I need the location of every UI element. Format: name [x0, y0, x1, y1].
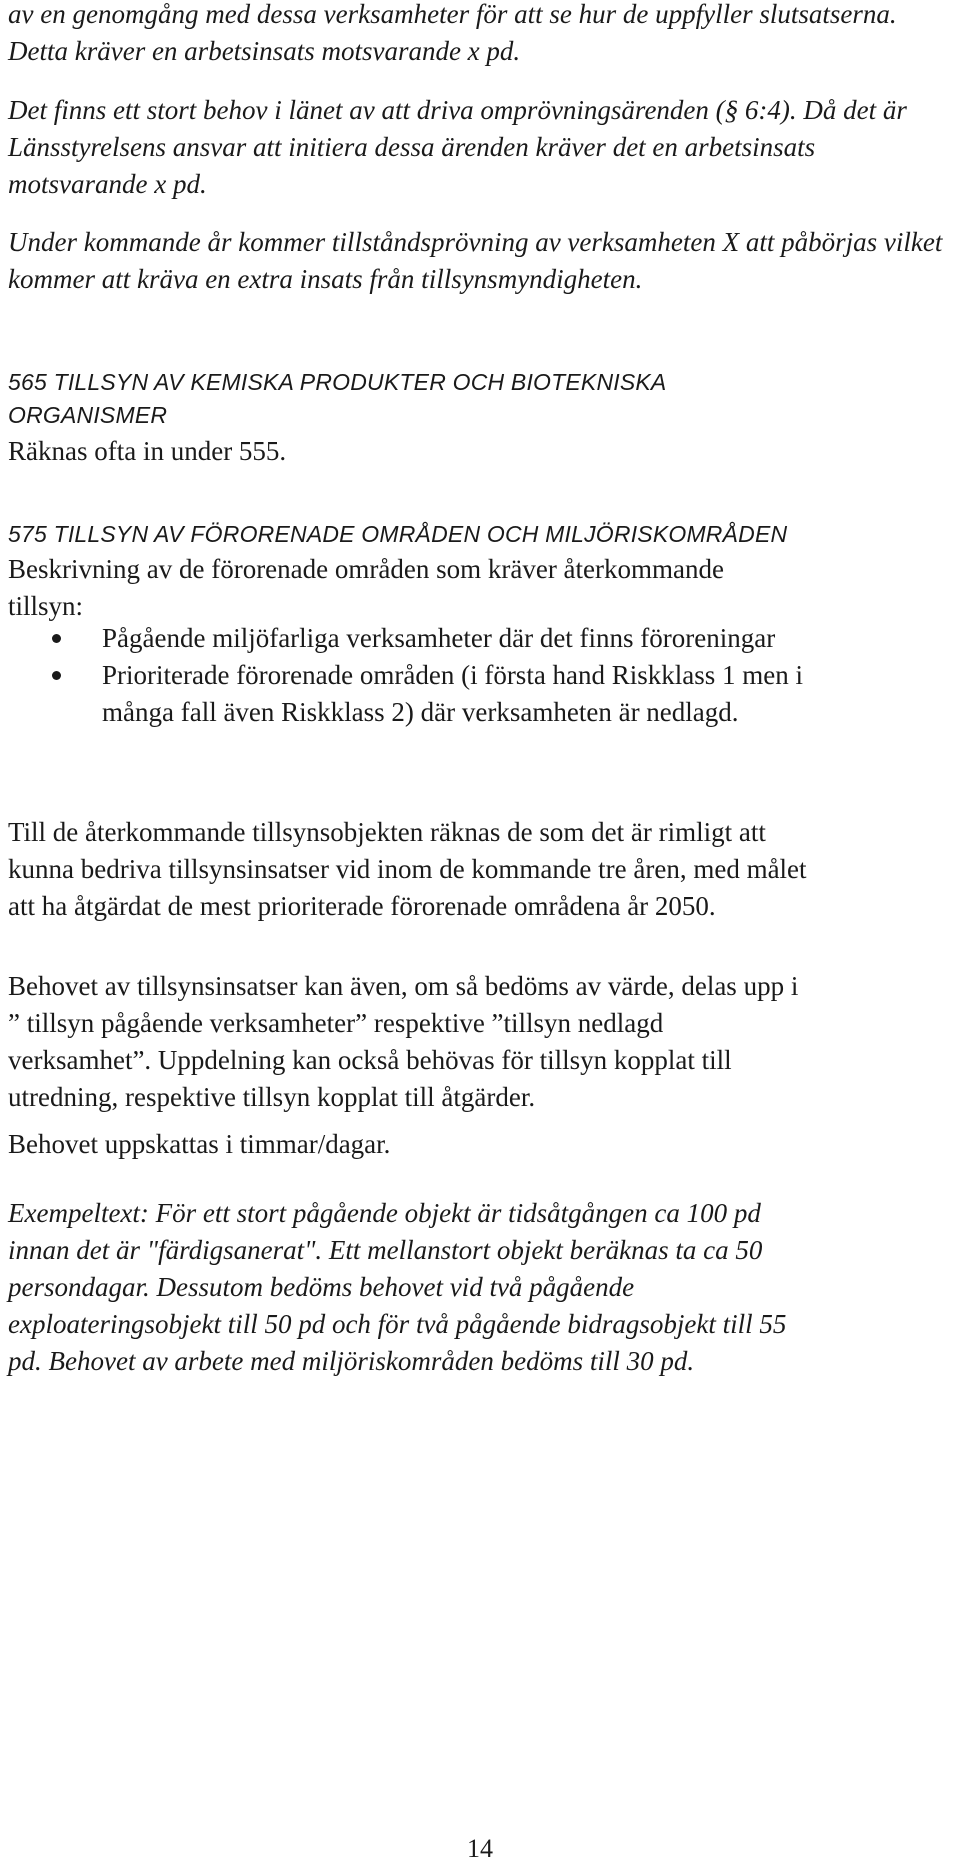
section-575-heading: 575 TILLSYN AV FÖRORENADE OMRÅDEN OCH MILJÖRISKOMRÅDEN: [8, 521, 788, 547]
paragraph-review: av en genomgång med dessa verksamheter för att se hur de uppfyller slutsatserna. Detta kräver en arbetsinsats motsvarande x pd.: [8, 0, 897, 66]
document-page: [8, 0, 952, 1873]
section-575-intro: Beskrivning av de förorenade områden som kräver återkommande tillsyn:: [8, 554, 724, 621]
paragraph-split: Behovet av tillsynsinsatser kan även, om så bedöms av värde, delas upp i ” tillsyn pågående verksamheter” respektive ”tillsyn nedlagd verksamhet”. Uppdelning kan också behövas för tillsyn kopplat till utredning, respektive tillsyn kopplat till åtgärder.: [8, 971, 799, 1112]
list-item: Pågående miljöfarliga verksamheter där det finns föroreningar: [8, 620, 808, 657]
page-number: 14: [467, 1834, 493, 1863]
section-565-heading: 565 TILLSYN AV KEMISKA PRODUKTER OCH BIOTEKNISKA ORGANISMER: [8, 369, 666, 428]
paragraph-reconsideration: Det finns ett stort behov i länet av att driva omprövningsärenden (§ 6:4). Då det är Länsstyrelsens ansvar att initiera dessa ärenden kräver det en arbetsinsats motsvarande x pd.: [8, 95, 907, 199]
list-item: Prioriterade förorenade områden (i första hand Riskklass 1 men i många fall även Riskklass 2) där verksamheten är nedlagd.: [8, 657, 808, 731]
paragraph-example: Exempeltext: För ett stort pågående objekt är tidsåtgången ca 100 pd innan det är "färdigsanerat". Ett mellanstort objekt beräknas ta ca 50 persondagar. Dessutom bedöms behovet vid två pågående exploateringsobjekt till 50 pd och för två pågående bidragsobjekt till 55 pd. Behovet av arbete med miljöriskområden bedöms till 30 pd.: [8, 1198, 787, 1376]
bullet-list: [8, 620, 808, 731]
bullet-icon: [52, 671, 61, 680]
paragraph-recurring-objects: Till de återkommande tillsynsobjekten räknas de som det är rimligt att kunna bedriva tillsynsinsatser vid inom de kommande tre åren, med målet att ha åtgärdat de mest prioriterade förorenade områdena år 2050.: [8, 817, 807, 921]
section-565-text: Räknas ofta in under 555.: [8, 436, 287, 466]
paragraph-permit-review: Under kommande år kommer tillståndsprövning av verksamheten X att påbörjas vilket kommer att kräva en extra insats från tillsynsmyndigheten.: [8, 227, 943, 294]
bullet-icon: [52, 634, 61, 643]
paragraph-estimate: Behovet uppskattas i timmar/dagar.: [8, 1129, 391, 1159]
